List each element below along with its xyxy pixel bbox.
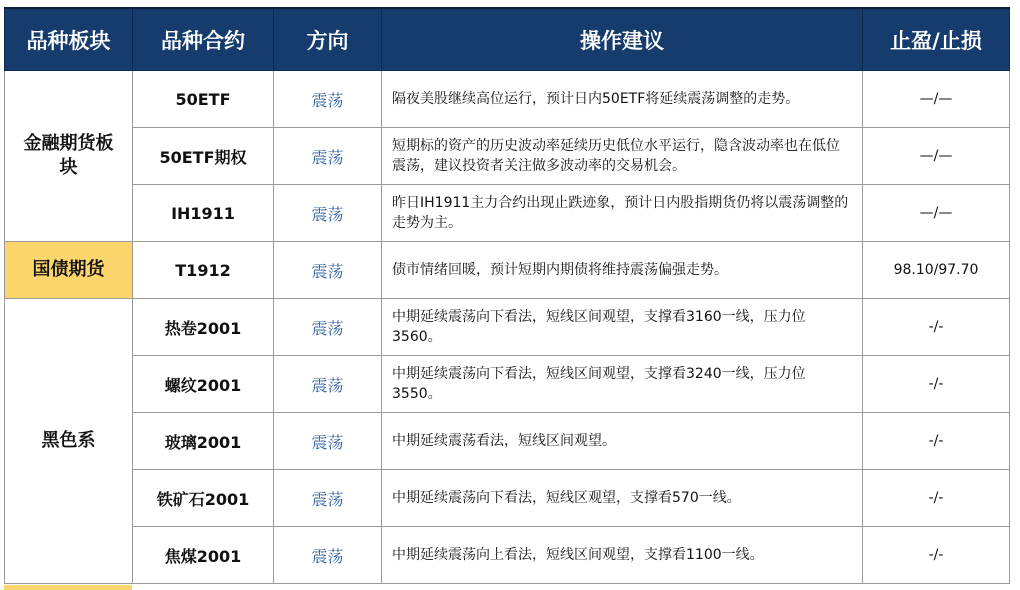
- table-row: [5, 242, 1010, 299]
- contract-cell: 焦煤2001: [133, 527, 274, 584]
- sector-cell-ferrous: 黑色系: [5, 299, 133, 584]
- contract-cell: 螺纹2001: [133, 356, 274, 413]
- direction-cell: 震荡: [274, 242, 382, 299]
- advice-cell: 中期延续震荡向下看法，短线区间观望，支撑看3240一线，压力位3550。: [382, 356, 863, 413]
- header-advice: 操作建议: [382, 8, 863, 71]
- stop-cell: —/—: [863, 71, 1010, 128]
- advice-cell: 中期延续震荡向上看法，短线区间观望，支撑看1100一线。: [382, 527, 863, 584]
- advice-cell: 中期延续震荡看法，短线区间观望。: [382, 413, 863, 470]
- header-sector: 品种板块: [5, 8, 133, 71]
- advice-cell: 昨日IH1911主力合约出现止跌迹象，预计日内股指期货仍将以震荡调整的走势为主。: [382, 185, 863, 242]
- header-stop: 止盈/止损: [863, 8, 1010, 71]
- stop-cell: -/-: [863, 356, 1010, 413]
- advice-cell: 短期标的资产的历史波动率延续历史低位水平运行，隐含波动率也在低位震荡，建议投资者关注做多波动率的交易机会。: [382, 128, 863, 185]
- direction-cell: 震荡: [274, 356, 382, 413]
- direction-cell: 震荡: [274, 71, 382, 128]
- stop-cell: -/-: [863, 413, 1010, 470]
- direction-cell: 震荡: [274, 128, 382, 185]
- advice-cell: 中期延续震荡向下看法，短线区观望，支撑看570一线。: [382, 470, 863, 527]
- direction-cell: 震荡: [274, 413, 382, 470]
- stop-cell: -/-: [863, 299, 1010, 356]
- table-row: [5, 356, 1010, 413]
- header-direction: 方向: [274, 8, 382, 71]
- header-contract: 品种合约: [133, 8, 274, 71]
- stop-cell: -/-: [863, 527, 1010, 584]
- stop-cell: —/—: [863, 185, 1010, 242]
- contract-cell: 热卷2001: [133, 299, 274, 356]
- stop-cell: 98.10/97.70: [863, 242, 1010, 299]
- next-section-edge: [4, 585, 1009, 590]
- table-row: [5, 470, 1010, 527]
- contract-cell: IH1911: [133, 185, 274, 242]
- advice-cell: 债市情绪回暖，预计短期内期债将维持震荡偏强走势。: [382, 242, 863, 299]
- strategy-table: [4, 7, 1010, 584]
- sector-cell-treasury: 国债期货: [5, 242, 133, 299]
- table-row: [5, 413, 1010, 470]
- direction-cell: 震荡: [274, 299, 382, 356]
- table-row: [5, 299, 1010, 356]
- table-row: [5, 527, 1010, 584]
- contract-cell: 铁矿石2001: [133, 470, 274, 527]
- next-sector-edge: [4, 585, 132, 590]
- table-row: [5, 128, 1010, 185]
- table-row: [5, 71, 1010, 128]
- contract-cell: 玻璃2001: [133, 413, 274, 470]
- table-row: [5, 185, 1010, 242]
- contract-cell: 50ETF: [133, 71, 274, 128]
- advice-cell: 中期延续震荡向下看法，短线区间观望，支撑看3160一线，压力位3560。: [382, 299, 863, 356]
- sector-cell-financial: 金融期货板块: [5, 71, 133, 242]
- contract-cell: 50ETF期权: [133, 128, 274, 185]
- advice-cell: 隔夜美股继续高位运行，预计日内50ETF将延续震荡调整的走势。: [382, 71, 863, 128]
- table-header-row: [5, 8, 1010, 71]
- direction-cell: 震荡: [274, 527, 382, 584]
- direction-cell: 震荡: [274, 470, 382, 527]
- contract-cell: T1912: [133, 242, 274, 299]
- direction-cell: 震荡: [274, 185, 382, 242]
- stop-cell: -/-: [863, 470, 1010, 527]
- stop-cell: —/—: [863, 128, 1010, 185]
